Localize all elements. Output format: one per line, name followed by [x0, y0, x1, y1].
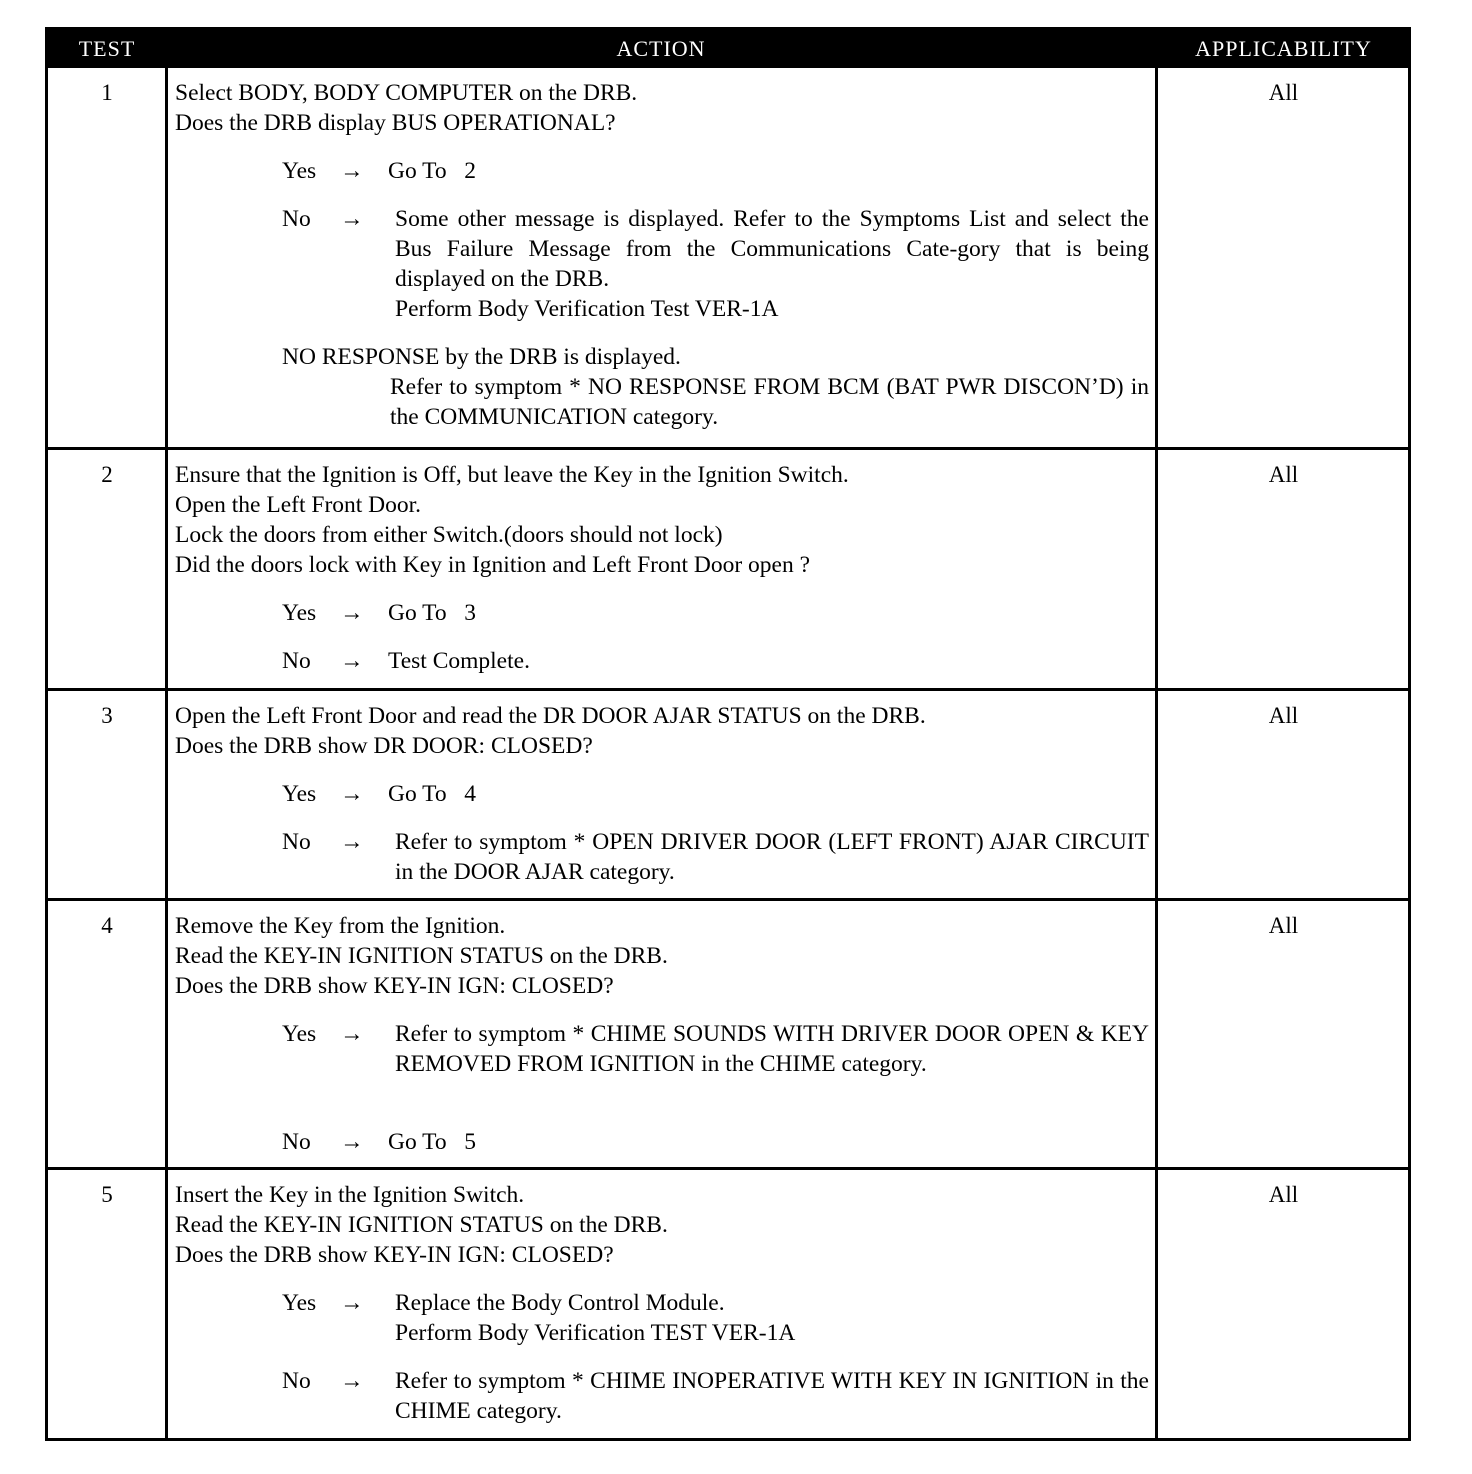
- yes-text: Replace the Body Control Module.: [395, 1290, 725, 1316]
- yes-label: Yes: [282, 781, 317, 807]
- action-line: Does the DRB show KEY-IN IGN: CLOSED?: [175, 1242, 614, 1268]
- action-line: Lock the doors from either Switch.(doors should not lock): [175, 522, 723, 548]
- table-row: [48, 691, 1408, 898]
- action-cell: [175, 460, 1149, 676]
- yes-label: Yes: [282, 1021, 317, 1047]
- yes-branch: [175, 1019, 1149, 1109]
- no-label: No: [282, 1129, 311, 1155]
- arrow-icon: →: [340, 1021, 364, 1047]
- yes-label: Yes: [282, 1290, 317, 1316]
- goto-number: 2: [464, 158, 477, 184]
- diagnostic-table: [45, 27, 1411, 1441]
- arrow-icon: →: [340, 829, 364, 855]
- goto-number: 4: [464, 781, 477, 807]
- action-line: Open the Left Front Door and read the DR DOOR AJAR STATUS on the DRB.: [175, 703, 926, 729]
- action-line: Does the DRB show DR DOOR: CLOSED?: [175, 733, 593, 759]
- action-line: Remove the Key from the Ignition.: [175, 913, 506, 939]
- action-line: Ensure that the Ignition is Off, but leave the Key in the Ignition Switch.: [175, 462, 849, 488]
- arrow-icon: →: [340, 158, 364, 184]
- arrow-icon: →: [340, 781, 364, 807]
- applicability-cell: All: [1268, 462, 1299, 487]
- no-label: No: [282, 829, 311, 855]
- action-line: Did the doors lock with Key in Ignition and Left Front Door open ?: [175, 552, 811, 578]
- action-line: Read the KEY-IN IGNITION STATUS on the DRB.: [175, 1212, 668, 1238]
- arrow-icon: →: [340, 648, 364, 674]
- header-test: TEST: [78, 36, 136, 61]
- arrow-icon: →: [340, 600, 364, 626]
- yes-text-block: [395, 1288, 1149, 1348]
- arrow-icon: →: [340, 206, 364, 232]
- no-label: No: [282, 206, 311, 232]
- no-text: Refer to symptom * CHIME INOPERATIVE WITH KEY IN IGNITION in the CHIME category.: [395, 1368, 1149, 1424]
- no-response-sub: Refer to symptom * NO RESPONSE FROM BCM (BAT PWR DISCON’D) in the COMMUNICATION category.: [390, 374, 1149, 430]
- no-branch: [175, 204, 1149, 324]
- table-row: [48, 450, 1408, 688]
- table-row: [48, 901, 1408, 1167]
- action-line: Insert the Key in the Ignition Switch.: [175, 1182, 525, 1208]
- yes-branch: [175, 598, 1149, 628]
- no-branch: [175, 1127, 1149, 1157]
- no-label: No: [282, 648, 311, 674]
- action-cell: [175, 911, 1149, 1157]
- test-number: 5: [101, 1182, 113, 1207]
- header-applicability: APPLICABILITY: [1195, 36, 1372, 61]
- test-number: 4: [101, 913, 113, 938]
- action-cell: [175, 1180, 1149, 1426]
- no-text-block: [395, 204, 1149, 324]
- goto: [388, 1129, 476, 1155]
- action-cell: [175, 78, 1149, 432]
- action-line: Select BODY, BODY COMPUTER on the DRB.: [175, 80, 638, 106]
- no-response-branch: [175, 342, 1149, 432]
- arrow-icon: →: [340, 1290, 364, 1316]
- action-line: Read the KEY-IN IGNITION STATUS on the DRB.: [175, 943, 668, 969]
- goto: [388, 781, 476, 807]
- test-number: 1: [101, 80, 113, 105]
- goto-number: 5: [464, 1129, 477, 1155]
- yes-branch: [175, 1288, 1149, 1348]
- applicability-cell: All: [1268, 913, 1299, 938]
- no-text: Some other message is displayed. Refer to the Symptoms List and select the Bus Failure Message from the Communications Cate-gory that is being displayed on the DRB.: [395, 206, 1149, 292]
- applicability-cell: All: [1268, 80, 1299, 105]
- no-label: No: [282, 1368, 311, 1394]
- applicability-cell: All: [1268, 1182, 1299, 1207]
- no-text: Refer to symptom * OPEN DRIVER DOOR (LEFT FRONT) AJAR CIRCUIT in the DOOR AJAR category.: [395, 829, 1149, 885]
- no-text-2: Perform Body Verification Test VER-1A: [395, 296, 779, 322]
- action-line: Does the DRB show KEY-IN IGN: CLOSED?: [175, 973, 614, 999]
- no-response-line: NO RESPONSE by the DRB is displayed.: [282, 344, 681, 370]
- goto-label: Go To: [388, 600, 447, 626]
- header-action: ACTION: [616, 36, 706, 61]
- applicability-cell: All: [1268, 703, 1299, 728]
- goto: [388, 600, 476, 626]
- action-line: Open the Left Front Door.: [175, 492, 422, 518]
- yes-branch: [175, 156, 1149, 186]
- arrow-icon: →: [340, 1129, 364, 1155]
- yes-branch: [175, 779, 1149, 809]
- goto-label: Go To: [388, 1129, 447, 1155]
- no-text: Test Complete.: [388, 648, 530, 674]
- table-row: [48, 1170, 1408, 1438]
- goto-label: Go To: [388, 781, 447, 807]
- goto-label: Go To: [388, 158, 447, 184]
- action-cell: [175, 701, 1149, 887]
- table-header: [48, 30, 1408, 68]
- action-line: Does the DRB display BUS OPERATIONAL?: [175, 110, 616, 136]
- table-row: [48, 68, 1408, 448]
- yes-label: Yes: [282, 600, 317, 626]
- goto-number: 3: [464, 600, 477, 626]
- arrow-icon: →: [340, 1368, 364, 1394]
- goto: [388, 158, 476, 184]
- yes-label: Yes: [282, 158, 317, 184]
- yes-text-2: Perform Body Verification TEST VER-1A: [395, 1320, 796, 1346]
- test-number: 2: [101, 462, 113, 487]
- test-number: 3: [101, 703, 113, 728]
- no-branch: [175, 646, 1149, 676]
- yes-text: Refer to symptom * CHIME SOUNDS WITH DRIVER DOOR OPEN & KEY REMOVED FROM IGNITION in the CHIME category.: [395, 1021, 1149, 1077]
- no-branch: [175, 827, 1149, 887]
- no-branch: [175, 1366, 1149, 1426]
